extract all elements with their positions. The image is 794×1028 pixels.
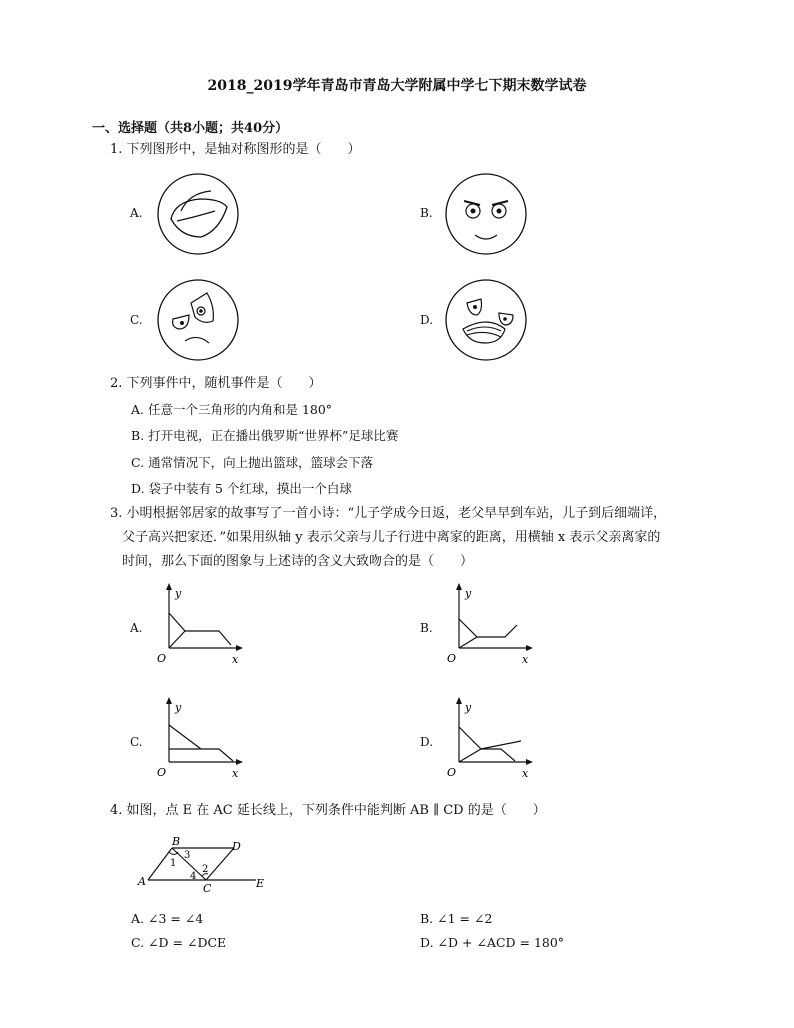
q3-b-x-label: x [522, 653, 529, 666]
q3-option-d-label: D. [420, 735, 434, 749]
q3-graph-d [445, 697, 535, 782]
q2-option-b: B. 打开电视，正在播出俄罗斯“世界杯”足球比赛 [131, 428, 399, 443]
q3-d-y-label: y [465, 701, 472, 714]
q3-b-origin-label: O [447, 652, 457, 665]
q4-point-d: D [232, 840, 241, 853]
q1-option-d-label: D. [420, 313, 434, 327]
question-3-line-3: 时间，那么下面的图象与上述诗的含义大致吻合的是（ ） [122, 554, 474, 569]
q1-option-b-label: B. [420, 206, 433, 220]
q2-option-d: D. 袋子中装有 5 个红球，摸出一个白球 [131, 481, 352, 496]
question-2-stem: 2. 下列事件中，随机事件是（ ） [110, 376, 322, 391]
q3-b-y-label: y [465, 587, 472, 600]
q3-a-y-label: y [175, 587, 182, 600]
q3-c-y-label: y [175, 701, 182, 714]
question-1-stem: 1. 下列图形中，是轴对称图形的是（ ） [110, 142, 361, 157]
q1-face-d [443, 277, 529, 363]
q3-d-origin-label: O [447, 766, 457, 779]
q4-angle-1: 1 [170, 858, 177, 869]
q2-option-c: C. 通常情况下，向上抛出篮球，篮球会下落 [131, 455, 374, 470]
q3-a-origin-label: O [157, 652, 167, 665]
q4-angle-2: 2 [202, 864, 209, 875]
section-heading: 一、选择题（共8小题；共40分） [92, 121, 289, 136]
q1-option-c-label: C. [130, 313, 143, 327]
question-3-line-2: 父子高兴把家还．”如果用纵轴 y 表示父亲与儿子行进中离家的距离，用横轴 x 表示父亲离家的 [122, 530, 661, 545]
q3-c-origin-label: O [157, 766, 167, 779]
q3-option-a-label: A. [130, 621, 143, 635]
q4-point-c: C [203, 882, 212, 895]
question-3-line-1: 3. 小明根据邻居家的故事写了一首小诗：“儿子学成今日返，老父早早到车站，儿子到后细端详， [110, 506, 667, 521]
q4-option-a: A. ∠3 = ∠4 [131, 911, 204, 926]
q3-a-x-label: x [232, 653, 239, 666]
q4-option-b: B. ∠1 = ∠2 [420, 911, 493, 926]
q3-graph-b [445, 583, 535, 668]
q1-face-b [443, 171, 529, 257]
q3-d-x-label: x [522, 767, 529, 780]
q4-option-d: D. ∠D + ∠ACD = 180° [420, 935, 565, 950]
q4-option-c: C. ∠D = ∠DCE [131, 935, 227, 950]
q3-graph-c [155, 697, 245, 782]
q2-option-a: A. 任意一个三角形的内角和是 180° [131, 402, 333, 417]
q4-geometry-figure [136, 836, 276, 894]
q4-point-a: A [138, 875, 146, 888]
q4-angle-4: 4 [190, 871, 197, 882]
q3-option-b-label: B. [420, 621, 433, 635]
q3-graph-a [155, 583, 245, 668]
q4-point-e: E [256, 877, 265, 890]
page-title: 2018_2019学年青岛市青岛大学附属中学七下期末数学试卷 [207, 78, 587, 94]
q3-c-x-label: x [232, 767, 239, 780]
q4-angle-3: 3 [184, 850, 191, 861]
q1-option-a-label: A. [130, 206, 143, 220]
q4-point-b: B [172, 835, 181, 848]
q1-face-a [155, 171, 241, 257]
q3-option-c-label: C. [130, 735, 143, 749]
question-4-stem: 4. 如图，点 E 在 AC 延长线上，下列条件中能判断 AB ∥ CD 的是（ ） [110, 803, 546, 818]
q1-face-c [155, 277, 241, 363]
